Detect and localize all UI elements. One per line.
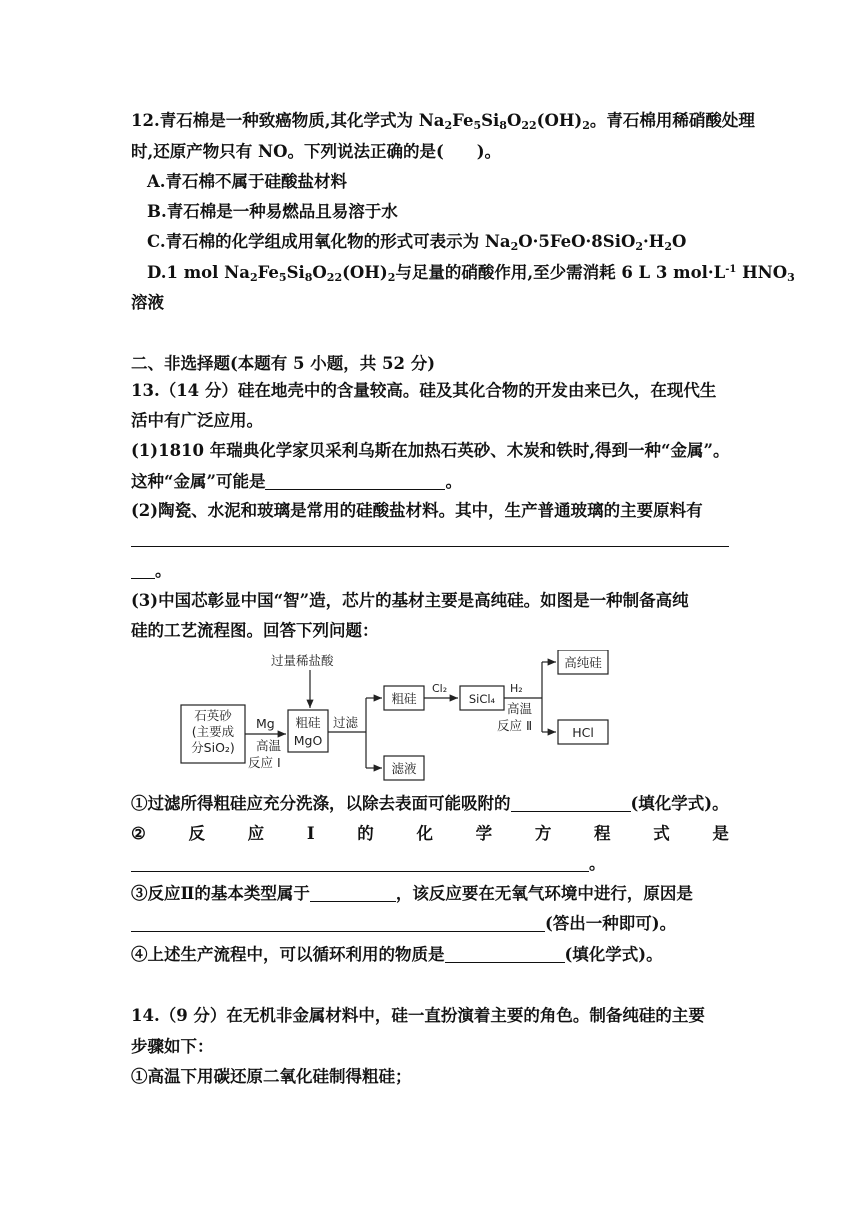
answer-blank-1[interactable] [265, 473, 445, 490]
answer-blank-6[interactable] [131, 915, 545, 932]
q14-head2: 步骤如下： [131, 1037, 214, 1056]
answer-blank-7[interactable] [445, 946, 565, 963]
svg-text:SiCl₄: SiCl₄ [468, 692, 496, 706]
answer-blank-4[interactable] [131, 855, 589, 872]
formula-asbestos: $Na_2Fe_5Si_8O_{22}(OH)_2$ [418, 111, 590, 132]
q13-part2-end: 。 [131, 560, 172, 582]
svg-text:高温: 高温 [256, 738, 282, 753]
svg-text:高温: 高温 [507, 701, 533, 716]
answer-blank-2[interactable] [131, 546, 729, 547]
q12-option-d-line2: 溶液 [131, 293, 164, 312]
q13-sub4: ④上述生产流程中，可以循环利用的物质是 (填化学式)。 [131, 945, 663, 964]
q13-sub3-line2: (答出一种即可)。 [131, 913, 676, 935]
label-hcl-reagent: 过量稀盐酸 [271, 653, 334, 668]
svg-text:H₂: H₂ [510, 682, 523, 695]
section-heading: 二、非选择题(本题有 5 小题，共 52 分) [131, 354, 436, 373]
q13-sub2-spread: ② 反 应 Ⅰ 的 化 学 方 程 式 是 [131, 824, 729, 843]
svg-text:反应 Ⅰ: 反应 Ⅰ [248, 755, 281, 770]
q12-option-a: A.青石棉不属于硅酸盐材料 [147, 172, 348, 191]
answer-blank-3[interactable] [511, 795, 631, 812]
svg-text:滤液: 滤液 [391, 761, 417, 776]
svg-text:Mg: Mg [256, 716, 275, 731]
q13-sub3-line1: ③反应Ⅱ的基本类型属于 ，该反应要在无氧气环境中进行，原因是 [131, 884, 693, 903]
svg-text:石英砂: 石英砂 [194, 708, 232, 723]
q13-part1-line2: 这种“金属”可能是 。 [131, 472, 462, 491]
q13-head: 13.（14 分）硅在地壳中的含量较高。硅及其化合物的开发由来已久，在现代生 [131, 381, 717, 400]
q13-sub2-blank-line: 。 [131, 853, 606, 875]
q12-line1: 12.青石棉是一种致癌物质,其化学式为 $Na_2Fe_5Si_8O_{22}(OH)_2$。青石棉用稀硝酸处理 [131, 111, 755, 132]
svg-text:Cl₂: Cl₂ [432, 682, 448, 695]
q13-part3-line1: (3)中国芯彰显中国“智”造，芯片的基材主要是高纯硅。如图是一种制备高纯 [131, 591, 689, 610]
q12-line2: 时,还原产物只有 NO。下列说法正确的是( )。 [131, 142, 502, 161]
q12-option-d: D.1 mol $Na_2Fe_5Si_8O_{22}(OH)_2$与足量的硝酸作用,至少需消耗 6 L 3 $mol\cdot L^{-1}$ $HNO_3$ [147, 263, 795, 284]
answer-blank-5[interactable] [310, 885, 396, 902]
svg-text:粗硅: 粗硅 [295, 715, 321, 730]
process-flow-diagram [176, 650, 626, 785]
q14-step1: ①高温下用碳还原二氧化硅制得粗硅； [131, 1067, 412, 1086]
q13-sub1: ①过滤所得粗硅应充分洗涤，以除去表面可能吸附的 (填化学式)。 [131, 794, 729, 813]
svg-text:过滤: 过滤 [333, 715, 359, 730]
q13-part1-line1: (1)1810 年瑞典化学家贝采利乌斯在加热石英砂、木炭和铁时,得到一种“金属”。 [131, 441, 730, 460]
q14-head: 14.（9 分）在无机非金属材料中，硅一直扮演着主要的角色。制备纯硅的主要 [131, 1006, 705, 1025]
q13-part2-line1: (2)陶瓷、水泥和玻璃是常用的硅酸盐材料。其中，生产普通玻璃的主要原料有 [131, 501, 703, 520]
q13-head2: 活中有广泛应用。 [131, 411, 263, 430]
svg-text:(主要成: (主要成 [191, 724, 235, 739]
q12-option-b: B.青石棉是一种易燃品且易溶于水 [147, 202, 398, 221]
q13-part3-line2: 硅的工艺流程图。回答下列问题： [131, 621, 379, 640]
svg-text:高纯硅: 高纯硅 [564, 655, 602, 670]
q12-option-c: C.青石棉的化学组成用氧化物的形式可表示为 $Na_2O\cdot 5FeO\cdot 8SiO_2\cdot H_2O$ [147, 232, 687, 253]
svg-text:反应 Ⅱ: 反应 Ⅱ [497, 718, 533, 733]
formula-asbestos-2: $Na_2Fe_5Si_8O_{22}(OH)_2$ [224, 263, 396, 284]
svg-text:分SiO₂): 分SiO₂) [191, 740, 235, 755]
svg-text:HCl: HCl [572, 725, 594, 740]
svg-text:MgO: MgO [293, 733, 323, 748]
svg-text:粗硅: 粗硅 [391, 691, 417, 706]
